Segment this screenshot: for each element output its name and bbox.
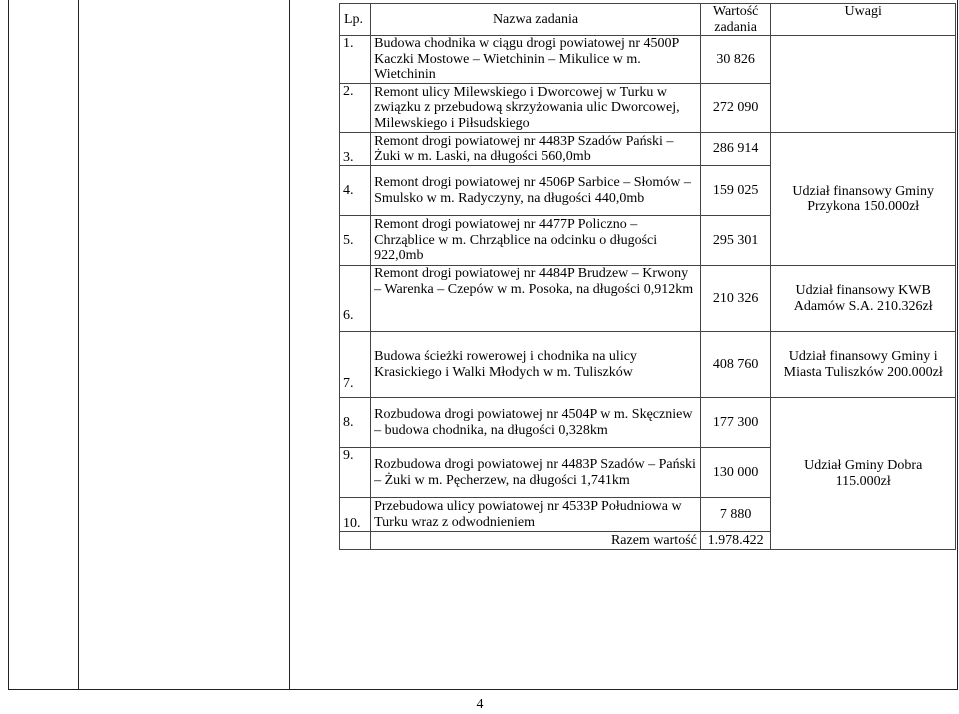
row-value: 159 025 [700, 166, 771, 216]
row-lp: 8. [340, 398, 371, 448]
table-row [340, 266, 956, 332]
frame-left-outer [8, 0, 9, 690]
row-lp: 4. [340, 166, 371, 216]
row-notes [771, 36, 956, 133]
note-dobra: Udział Gminy Dobra 115.000zł [771, 398, 956, 550]
row-value: 210 326 [700, 266, 771, 332]
total-value: 1.978.422 [700, 532, 771, 550]
row-name: Remont drogi powiatowej nr 4483P Szadów Pański – Żuki w m. Laski, na długości 560,0mb [371, 133, 701, 166]
row-name: Przebudowa ulicy powiatowej nr 4533P Południowa w Turku wraz z odwodnieniem [371, 498, 701, 532]
row-value: 7 880 [700, 498, 771, 532]
row-lp: 3. [340, 133, 371, 166]
row-name: Rozbudowa drogi powiatowej nr 4483P Szadów – Pański – Żuki w m. Pęcherzew, na długości 1,741km [371, 448, 701, 498]
row-value: 130 000 [700, 448, 771, 498]
frame-left-inner [78, 0, 79, 690]
row-lp: 9. [340, 448, 371, 498]
row-name: Rozbudowa drogi powiatowej nr 4504P w m. Skęczniew – budowa chodnika, na długości 0,328km [371, 398, 701, 448]
header-value: Wartość zadania [700, 4, 771, 36]
note-przykona: Udział finansowy Gminy Przykona 150.000zł [771, 133, 956, 266]
tasks-table [339, 3, 956, 550]
row-name: Budowa ścieżki rowerowej i chodnika na ulicy Krasickiego i Walki Młodych w m. Tuliszków [371, 332, 701, 398]
total-spacer [340, 532, 371, 550]
frame-left-inner2 [289, 0, 290, 690]
row-lp: 1. [340, 36, 371, 84]
note-tuliszkow: Udział finansowy Gminy i Miasta Tuliszków 200.000zł [771, 332, 956, 398]
row-name: Budowa chodnika w ciągu drogi powiatowej nr 4500P Kaczki Mostowe – Wietchinin – Mikulice w m. Wietchinin [371, 36, 701, 84]
table-row [340, 332, 956, 398]
row-value: 272 090 [700, 84, 771, 133]
row-value: 408 760 [700, 332, 771, 398]
header-notes: Uwagi [771, 4, 956, 36]
row-value: 295 301 [700, 216, 771, 266]
table-row [340, 398, 956, 448]
row-lp: 6. [340, 266, 371, 332]
row-value: 286 914 [700, 133, 771, 166]
frame-bottom [8, 689, 958, 690]
row-name: Remont drogi powiatowej nr 4506P Sarbice – Słomów – Smulsko w m. Radyczyny, na długości 440,0mb [371, 166, 701, 216]
note-kwb: Udział finansowy KWB Adamów S.A. 210.326zł [771, 266, 956, 332]
page-number: 4 [476, 697, 484, 712]
row-name: Remont drogi powiatowej nr 4477P Policzno – Chrząblice w m. Chrząblice na odcinku o długości 922,0mb [371, 216, 701, 266]
table-row [340, 36, 956, 84]
row-value: 177 300 [700, 398, 771, 448]
row-lp: 2. [340, 84, 371, 133]
frame-right [957, 0, 958, 690]
header-lp: Lp. [340, 4, 371, 36]
table-header-row [340, 4, 956, 36]
total-label: Razem wartość [371, 532, 701, 550]
row-lp: 7. [340, 332, 371, 398]
row-value: 30 826 [700, 36, 771, 84]
row-name: Remont ulicy Milewskiego i Dworcowej w Turku w związku z przebudową skrzyżowania ulic Dworcowej, Milewskiego i Piłsudskiego [371, 84, 701, 133]
row-lp: 5. [340, 216, 371, 266]
table-row [340, 133, 956, 166]
header-name: Nazwa zadania [371, 4, 701, 36]
row-lp: 10. [340, 498, 371, 532]
row-name: Remont drogi powiatowej nr 4484P Brudzew – Krwony – Warenka – Czepów w m. Posoka, na długości 0,912km [371, 266, 701, 332]
